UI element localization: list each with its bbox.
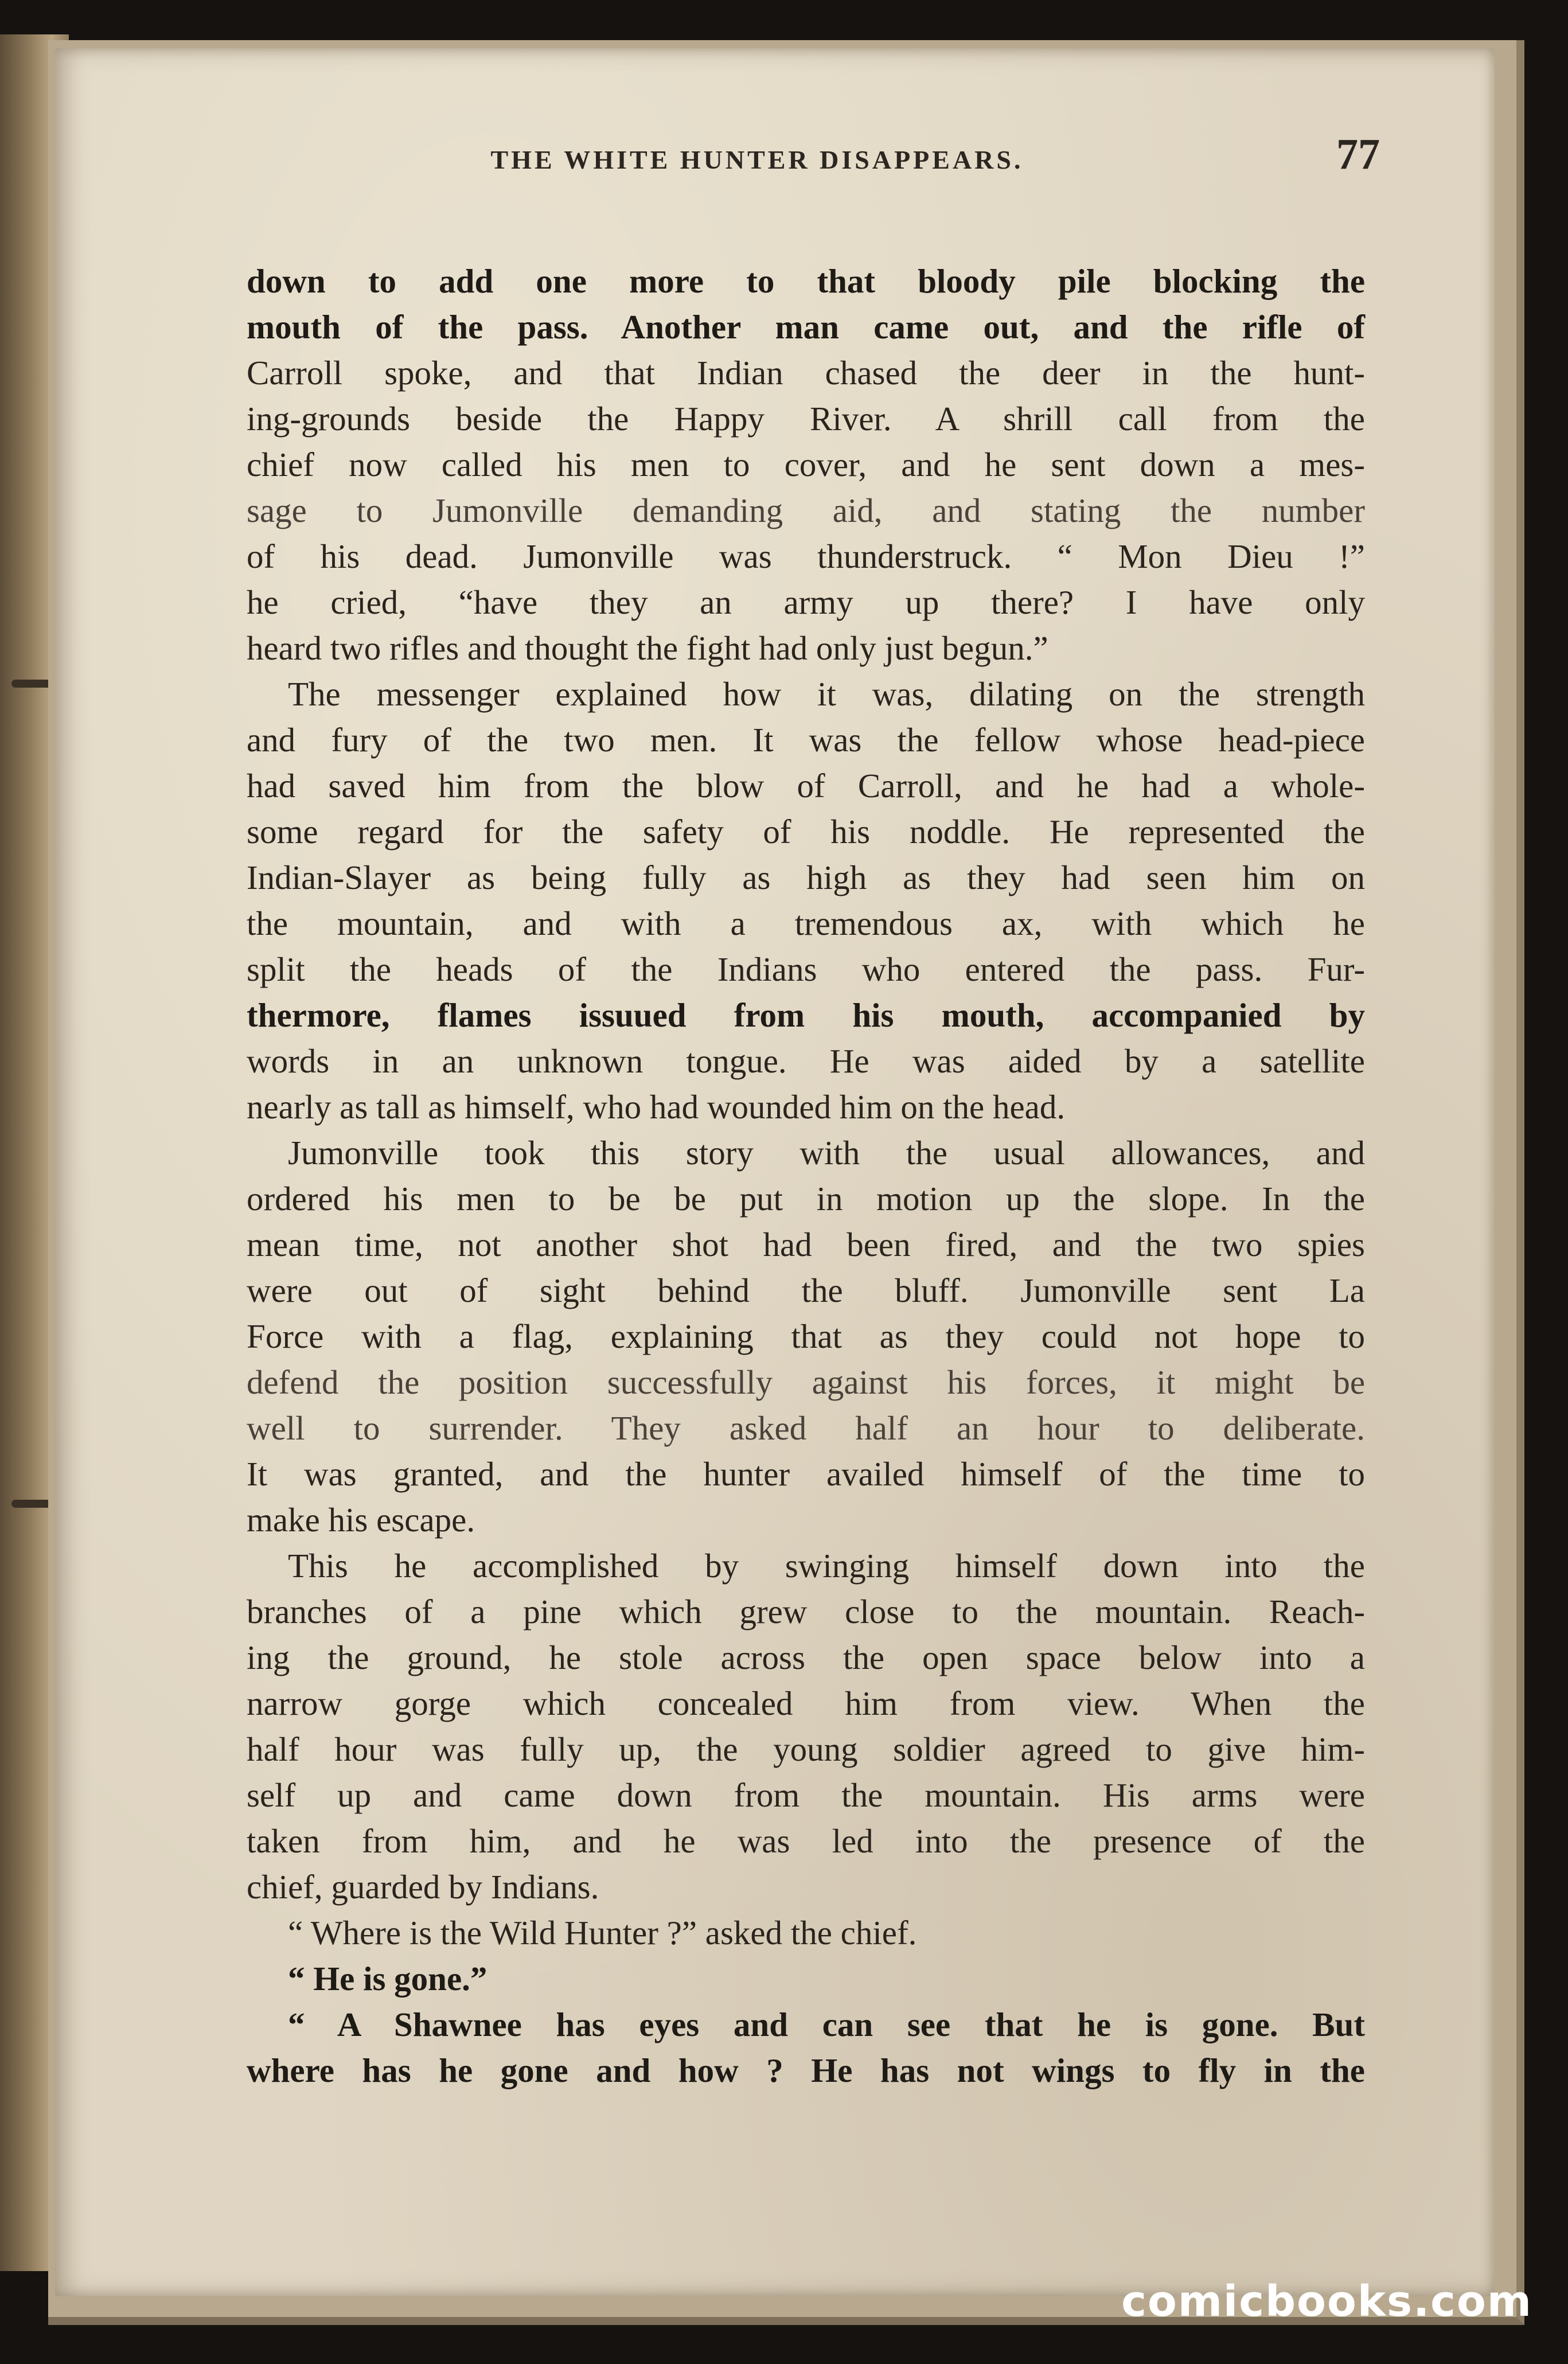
- text-line: down to add one more to that bloody pile blocking the: [247, 262, 1365, 300]
- text-line: half hour was fully up, the young soldier agreed to give him-: [247, 1730, 1365, 1768]
- text-line: split the heads of the Indians who entered the pass. Fur-: [247, 950, 1365, 988]
- text-line: had saved him from the blow of Carroll, and he had a whole-: [247, 767, 1365, 805]
- text-line: This he accomplished by swinging himself down into the: [288, 1547, 1365, 1585]
- text-line: ing the ground, he stole across the open space below into a: [247, 1639, 1365, 1676]
- text-line: and fury of the two men. It was the fellow whose head-piece: [247, 721, 1365, 759]
- text-line: taken from him, and he was led into the presence of the: [247, 1822, 1365, 1860]
- text-line: narrow gorge which concealed him from view. When the: [247, 1684, 1365, 1722]
- text-line: ing-grounds beside the Happy River. A shrill call from the: [247, 400, 1365, 438]
- text-line: Jumonville took this story with the usual allowances, and: [288, 1134, 1365, 1172]
- text-line: chief now called his men to cover, and he sent down a mes-: [247, 446, 1365, 483]
- text-line: well to surrender. They asked half an hour to deliberate.: [247, 1409, 1365, 1447]
- text-line: thermore, flames issuued from his mouth, accompanied by: [247, 996, 1365, 1034]
- text-line: words in an unknown tongue. He was aided by a satellite: [247, 1042, 1365, 1080]
- text-line: chief, guarded by Indians.: [247, 1868, 599, 1906]
- text-line: It was granted, and the hunter availed himself of the time to: [247, 1455, 1365, 1493]
- text-line: branches of a pine which grew close to the mountain. Reach-: [247, 1593, 1365, 1630]
- text-line: where has he gone and how ? He has not wings to fly in the: [247, 2051, 1365, 2089]
- text-line: he cried, “have they an army up there? I have only: [247, 583, 1365, 621]
- watermark: comicbooks.com: [1121, 2277, 1532, 2326]
- text-line: of his dead. Jumonville was thunderstruck. “ Mon Dieu !”: [247, 537, 1365, 575]
- text-line: were out of sight behind the bluff. Jumonville sent La: [247, 1271, 1365, 1309]
- text-line: the mountain, and with a tremendous ax, with which he: [247, 904, 1365, 942]
- body-text: [247, 258, 1365, 2093]
- text-line: self up and came down from the mountain. His arms were: [247, 1776, 1365, 1814]
- text-line: ordered his men to be be put in motion up the slope. In the: [247, 1180, 1365, 1218]
- page-number: 77: [1336, 130, 1380, 178]
- text-line: Force with a flag, explaining that as they could not hope to: [247, 1317, 1365, 1355]
- text-line: “ A Shawnee has eyes and can see that he is gone. But: [288, 2006, 1365, 2043]
- text-line: defend the position successfully against his forces, it might be: [247, 1363, 1365, 1401]
- text-line: mouth of the pass. Another man came out, and the rifle of: [247, 308, 1365, 346]
- text-line: “ Where is the Wild Hunter ?” asked the chief.: [288, 1914, 917, 1952]
- text-line: nearly as tall as himself, who had wounded him on the head.: [247, 1088, 1066, 1126]
- text-line: Indian-Slayer as being fully as high as they had seen him on: [247, 859, 1365, 896]
- text-line: make his escape.: [247, 1501, 475, 1539]
- text-line: mean time, not another shot had been fired, and the two spies: [247, 1226, 1365, 1263]
- text-line: The messenger explained how it was, dilating on the strength: [288, 675, 1365, 713]
- text-line: some regard for the safety of his noddle. He represented the: [247, 813, 1365, 851]
- text-line: “ He is gone.”: [288, 1960, 487, 1998]
- text-line: Carroll spoke, and that Indian chased the deer in the hunt-: [247, 354, 1365, 392]
- text-line: heard two rifles and thought the fight had only just begun.”: [247, 629, 1048, 667]
- running-head: [247, 130, 1417, 181]
- text-line: sage to Jumonville demanding aid, and stating the number: [247, 491, 1365, 529]
- chapter-title: THE WHITE HUNTER DISAPPEARS.: [490, 145, 1024, 174]
